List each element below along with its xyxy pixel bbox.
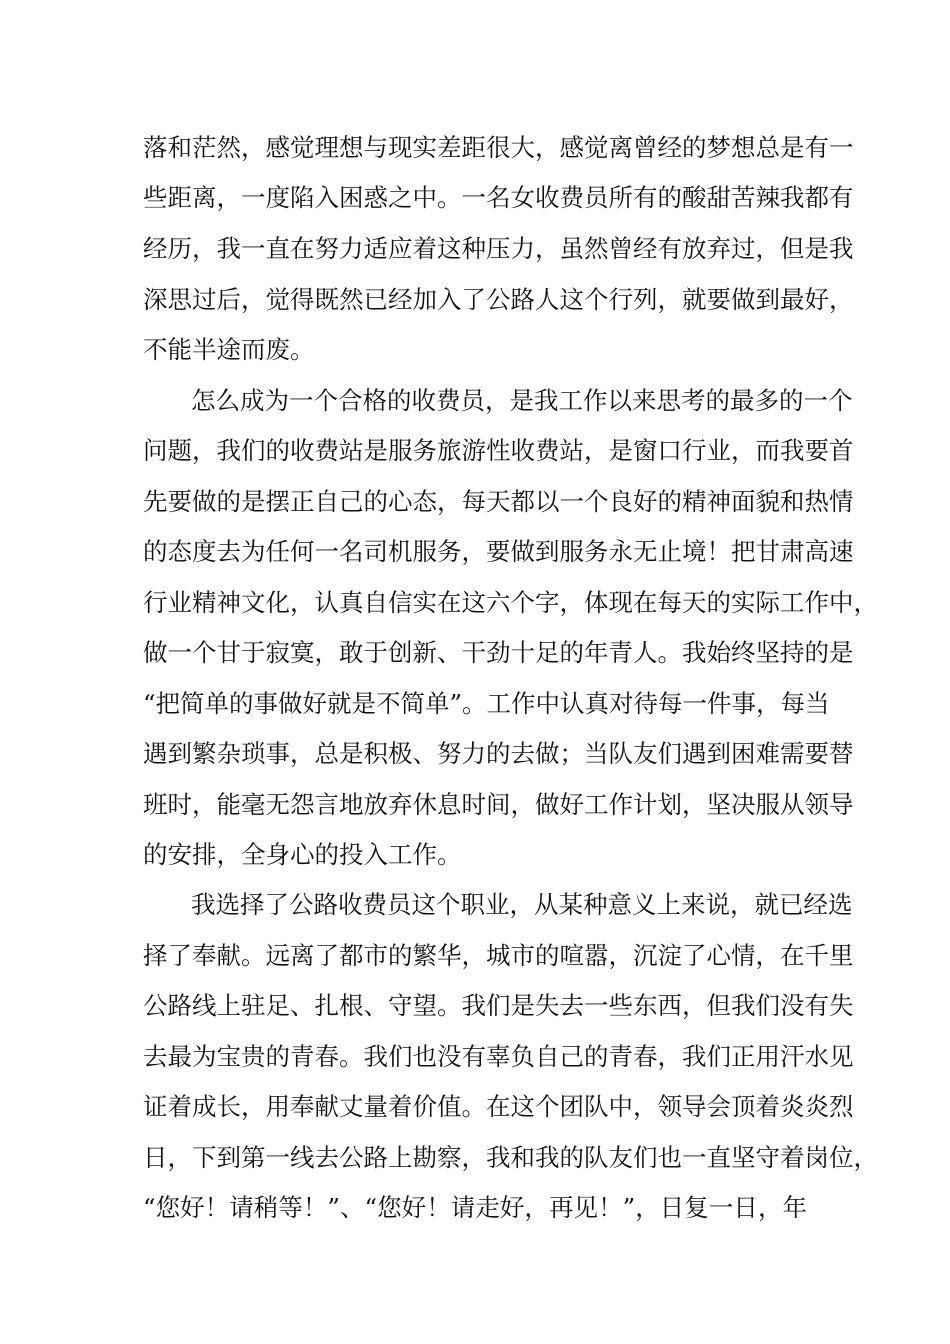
text-line: “把简单的事做好就是不简单”。工作中认真对待每一件事，每当 [143, 689, 830, 718]
text-line: 公路线上驻足、扎根、守望。我们是失去一些东西，但我们没有失 [143, 991, 854, 1020]
text-line: 些距离，一度陷入困惑之中。一名女收费员所有的酸甜苦辣我都有 [143, 183, 854, 212]
text-line: 证着成长，用奉献丈量着价值。在这个团队中，领导会顶着炎炎烈 [143, 1092, 854, 1121]
text-line: 的态度去为任何一名司机服务，要做到服务永无止境！把甘肃高速 [143, 537, 854, 566]
text-line: 班时，能毫无怨言地放弃休息时间，做好工作计划，坚决服从领导 [143, 790, 854, 819]
text-line: 问题，我们的收费站是服务旅游性收费站，是窗口行业，而我要首 [143, 436, 854, 465]
text-line: 择了奉献。远离了都市的繁华，城市的喧嚣，沉淀了心情，在千里 [143, 941, 854, 970]
text-line: 落和茫然，感觉理想与现实差距很大，感觉离曾经的梦想总是有一 [143, 133, 854, 162]
text-line: 不能半途而废。 [143, 335, 315, 364]
text-line: 的安排，全身心的投入工作。 [143, 840, 462, 869]
text-line: “您好！请稍等！”、“您好！请走好，再见！”，日复一日，年 [143, 1193, 807, 1222]
text-line: 深思过后，觉得既然已经加入了公路人这个行列，就要做到最好， [143, 285, 854, 314]
text-line: 先要做的是摆正自己的心态，每天都以一个良好的精神面貌和热情 [143, 487, 854, 516]
text-line: 遇到繁杂琐事，总是积极、努力的去做；当队友们遇到困难需要替 [143, 739, 854, 768]
paragraph-first-line: 怎么成为一个合格的收费员，是我工作以来思考的最多的一个 [191, 386, 853, 415]
text-line: 去最为宝贵的青春。我们也没有辜负自己的青春，我们正用汗水见 [143, 1042, 854, 1071]
paragraph-first-line: 我选择了公路收费员这个职业，从某种意义上来说，就已经选 [191, 890, 853, 919]
text-line: 做一个甘于寂寞，敢于创新、干劲十足的年青人。我始终坚持的是 [143, 638, 854, 667]
text-line: 行业精神文化，认真自信实在这六个字，体现在每天的实际工作中， [143, 588, 878, 617]
text-line: 经历，我一直在努力适应着这种压力，虽然曾经有放弃过，但是我 [143, 234, 854, 263]
text-line: 日，下到第一线去公路上勘察，我和我的队友们也一直坚守着岗位， [143, 1143, 878, 1172]
